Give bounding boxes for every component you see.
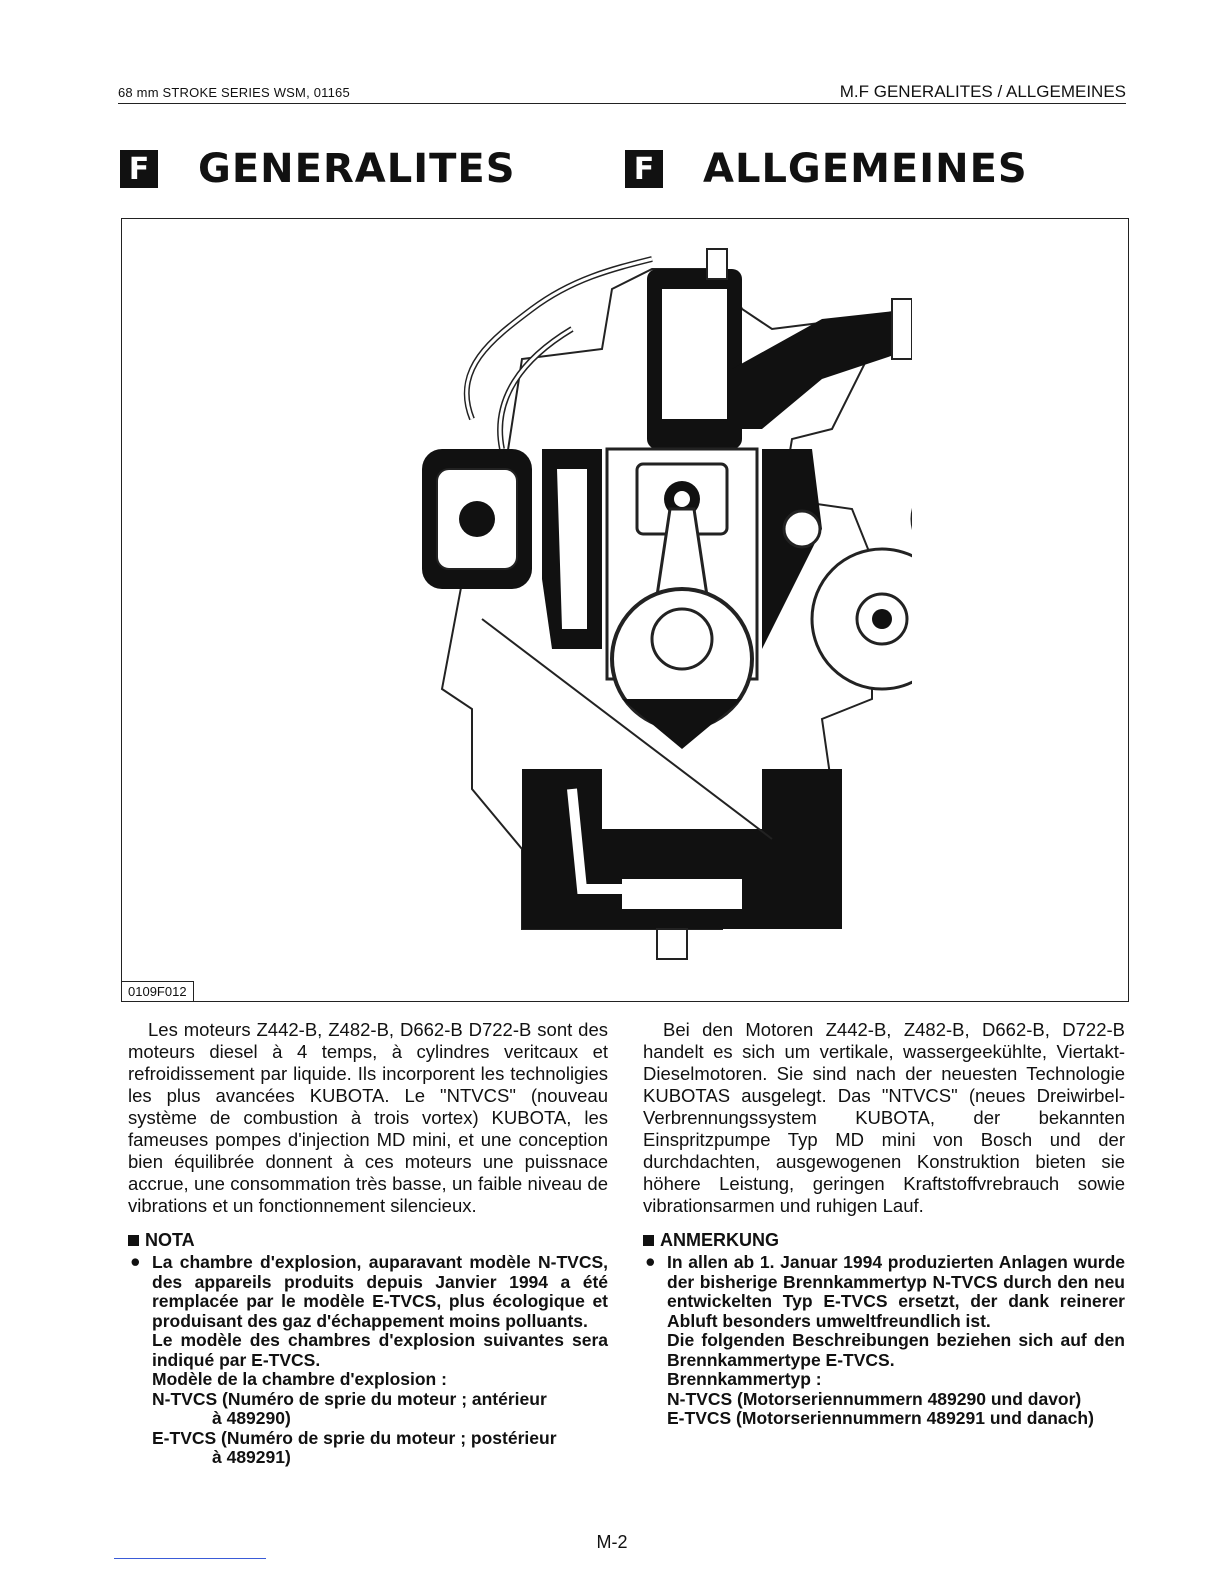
french-intro-paragraph: Les moteurs Z442-B, Z482-B, D662-B D722-B sont des moteurs diesel à 4 temps, à cylindres veritcaux et refroidissement par liquide. Ils incorporent les technoligies les plus avancées KUBOTA. Le "NTVCS" (nouveau système de combustion à trois vortex) KUBOTA, les fameuses pompes d'injection MD mini, et une conception bien équilibrée donnent à ces moteurs une puissnace accrue, une consommation très basse, un faible niveau de vibrations et un fonctionnement silencieux.	[128, 1019, 608, 1216]
note-text-right-2: Die folgenden Beschreibungen beziehen sich auf den Brennkammertype E-TVCS.	[667, 1330, 1125, 1370]
note-text-left-5a: E-TVCS (Numéro de sprie du moteur ; postérieur	[152, 1427, 557, 1448]
left-column	[128, 1019, 608, 1468]
note-square-icon	[643, 1235, 654, 1246]
note-title-right: ANMERKUNG	[660, 1230, 779, 1250]
note-title-left: NOTA	[145, 1230, 195, 1250]
header-section-label: M.F GENERALITES / ALLGEMEINES	[839, 82, 1126, 101]
language-flag-left: F	[120, 150, 158, 188]
note-text-left-1: La chambre d'explosion, auparavant modèle N-TVCS, des appareils produits depuis Janvier 1994 a été remplacée par le modèle E-TVCS, plus écologique et produisant des gaz d'échappement moins polluants.	[152, 1252, 608, 1331]
note-text-left-2: Le modèle des chambres d'explosion suivantes sera indiqué par E-TVCS.	[152, 1330, 608, 1370]
bullet-icon: ●	[130, 1251, 141, 1271]
engine-cross-section-icon	[352, 229, 912, 989]
note-body-right	[643, 1253, 1125, 1429]
bullet-icon: ●	[645, 1251, 656, 1271]
footer-rule	[114, 1558, 266, 1559]
note-text-left-4b: à 489290)	[212, 1408, 291, 1428]
note-square-icon	[128, 1235, 139, 1246]
title-right-block	[625, 146, 1028, 192]
page-title-left: GENERALITES	[198, 146, 516, 192]
header-series-label: 68 mm STROKE SERIES WSM, 01165	[118, 85, 350, 100]
note-text-right-3: Brennkammertyp :	[667, 1369, 822, 1389]
figure-code-label: 0109F012	[122, 981, 194, 1001]
note-text-left-3: Modèle de la chambre d'explosion :	[152, 1369, 447, 1389]
note-text-right-5: E-TVCS (Motorseriennummern 489291 und danach)	[667, 1408, 1094, 1428]
note-text-right-1: In allen ab 1. Januar 1994 produzierten Anlagen wurde der bisherige Brennkammertyp N-TVCS durch den neu entwickelten Typ E-TVCS ersetzt, der dank reinerer Abluft besonders umweltfreundlich ist.	[667, 1252, 1125, 1331]
page-number: M-2	[596, 1532, 628, 1552]
title-left-block	[120, 146, 516, 192]
german-intro-paragraph: Bei den Motoren Z442-B, Z482-B, D662-B, D722-B handelt es sich um vertikale, wassergeekühlte, Viertakt-Dieselmotoren. Sie sind nach der neuesten Technologie KUBOTAS ausgelegt. Das "NTVCS" (neues Dreiwirbel-Verbrennungssystem KUBOTA, der bekannten Einspritzpumpe Typ MD mini von Bosch und der durchdachten, ausgewogenen Konstruktion bieten sie höhere Leistung, geringen Kraftstoffvrebrauch sowie vibrationsarmen und ruhigen Lauf.	[643, 1019, 1125, 1216]
right-column	[643, 1019, 1125, 1429]
note-body-left	[128, 1253, 608, 1468]
note-heading-right	[643, 1229, 1125, 1251]
page-title-right: ALLGEMEINES	[703, 146, 1028, 192]
language-flag-right: F	[625, 150, 663, 188]
header-divider	[118, 103, 1126, 104]
engine-figure	[121, 218, 1129, 1002]
note-text-left-4a: N-TVCS (Numéro de sprie du moteur ; antérieur	[152, 1388, 547, 1409]
note-text-left-5b: à 489291)	[212, 1447, 291, 1467]
note-text-right-4: N-TVCS (Motorseriennummern 489290 und davor)	[667, 1388, 1082, 1409]
note-heading-left	[128, 1229, 608, 1251]
